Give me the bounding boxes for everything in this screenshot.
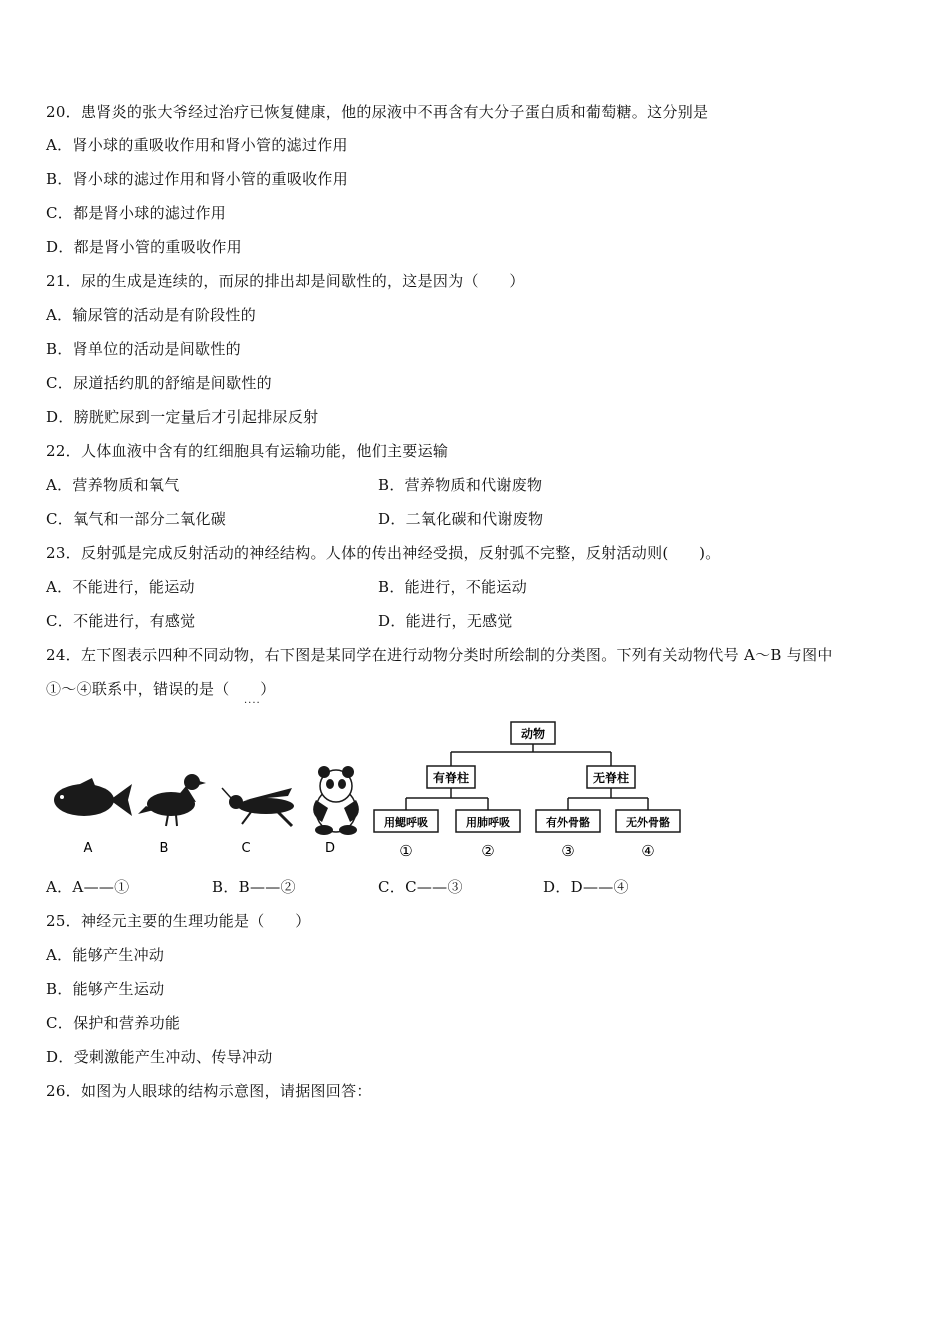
q21-option-a[interactable]: A．输尿管的活动是有阶段性的 <box>46 306 257 324</box>
q24-figure <box>46 718 686 863</box>
locust-icon <box>222 788 294 826</box>
q21-option-c[interactable]: C．尿道括约肌的舒缩是间歇性的 <box>46 374 272 392</box>
tree-vertebrate-label: 有脊柱 <box>432 771 470 785</box>
q23-option-d[interactable]: D．能进行，无感觉 <box>378 612 513 630</box>
q20-option-a[interactable]: A．肾小球的重吸收作用和肾小管的滤过作用 <box>46 136 348 154</box>
q20-option-c[interactable]: C．都是肾小球的滤过作用 <box>46 204 227 222</box>
q23-option-c[interactable]: C．不能进行，有感觉 <box>46 612 196 630</box>
q22-option-d[interactable]: D．二氧化碳和代谢废物 <box>378 510 544 528</box>
q24-stem-line1: 24．左下图表示四种不同动物，右下图是某同学在进行动物分类时所绘制的分类图。下列有关动物代号 A～B 与图中 <box>46 646 833 664</box>
q23-option-b[interactable]: B．能进行，不能运动 <box>378 578 528 596</box>
tree-number-2: ② <box>481 842 495 860</box>
q26-stem: 26．如图为人眼球的结构示意图，请据图回答： <box>46 1082 372 1100</box>
tree-number-4: ④ <box>641 842 655 860</box>
q22-stem: 22．人体血液中含有的红细胞具有运输功能，他们主要运输 <box>46 442 449 460</box>
q25-option-d[interactable]: D．受刺激能产生冲动、传导冲动 <box>46 1048 273 1066</box>
q22-option-a[interactable]: A．营养物质和氧气 <box>46 476 180 494</box>
panda-icon <box>313 766 359 835</box>
q23-option-a[interactable]: A．不能进行，能运动 <box>46 578 195 596</box>
q24-option-c[interactable]: C．C——③ <box>378 878 463 896</box>
tree-number-1: ① <box>399 842 413 860</box>
q20-option-b[interactable]: B．肾小球的滤过作用和肾小管的重吸收作用 <box>46 170 349 188</box>
tree-no-exoskeleton-label: 无外骨骼 <box>626 816 670 829</box>
q24-option-b[interactable]: B．B——② <box>212 878 296 896</box>
q23-stem: 23．反射弧是完成反射活动的神经结构。人体的传出神经受损，反射弧不完整，反射活动则( )。 <box>46 544 721 562</box>
animal-label-a: A <box>83 841 93 856</box>
animal-label-b: B <box>159 841 169 856</box>
pigeon-icon <box>138 774 206 826</box>
tree-number-3: ③ <box>561 842 575 860</box>
q21-option-d[interactable]: D．膀胱贮尿到一定量后才引起排尿反射 <box>46 408 319 426</box>
q25-option-c[interactable]: C．保护和营养功能 <box>46 1014 181 1032</box>
q25-stem: 25．神经元主要的生理功能是（ ） <box>46 912 311 930</box>
fish-icon <box>54 778 132 816</box>
q21-option-b[interactable]: B．肾单位的活动是间歇性的 <box>46 340 241 358</box>
tree-root-label: 动物 <box>520 727 546 741</box>
q24-option-a[interactable]: A．A——① <box>46 878 130 896</box>
q25-option-a[interactable]: A．能够产生冲动 <box>46 946 165 964</box>
animal-label-d: D <box>324 841 336 856</box>
q22-option-c[interactable]: C．氧气和一部分二氧化碳 <box>46 510 227 528</box>
tree-exoskeleton-label: 有外骨骼 <box>546 816 590 829</box>
q24-option-d[interactable]: D．D——④ <box>543 878 629 896</box>
animal-label-c: C <box>241 841 251 856</box>
tree-lung-label: 用肺呼吸 <box>466 816 510 829</box>
q20-stem: 20．患肾炎的张大爷经过治疗已恢复健康，他的尿液中不再含有大分子蛋白质和葡萄糖。这分别是 <box>46 103 709 121</box>
q20-option-d[interactable]: D．都是肾小管的重吸收作用 <box>46 238 242 256</box>
q24-stem-line2: ①～④联系中，错误的是（ ） <box>46 680 276 698</box>
emphasis-dots: .... <box>244 695 261 706</box>
tree-invertebrate-label: 无脊柱 <box>592 771 630 785</box>
q25-option-b[interactable]: B．能够产生运动 <box>46 980 165 998</box>
tree-gill-label: 用鳃呼吸 <box>384 816 428 829</box>
q21-stem: 21．尿的生成是连续的，而尿的排出却是间歇性的，这是因为（ ） <box>46 272 525 290</box>
q22-option-b[interactable]: B．营养物质和代谢废物 <box>378 476 543 494</box>
